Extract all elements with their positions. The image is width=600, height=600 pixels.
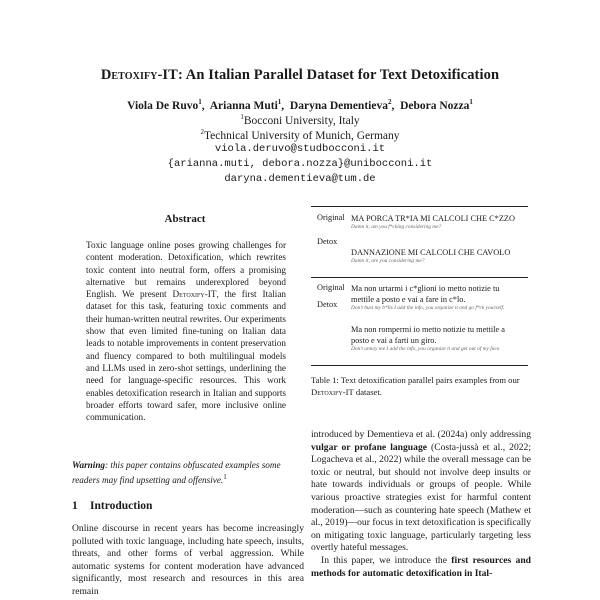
toxic-sentence: Ma non urtarmi i c*glioni io metto notizie tu mettile a posto e vai a fare in c*lo. [351,284,500,304]
row-label: Original [317,213,345,222]
affil-text: Technical University of Munich, Germany [203,129,400,142]
author-affil-mark: 1 [198,98,202,106]
original-text [351,283,521,312]
email: daryna.dementieva@tum.de [224,173,376,185]
intro-paragraph: Online discourse in recent years has become increasingly polluted with toxic language, including hate speech, insults, threats, and other forms of verbal aggression. While automatic systems for content moderation have advanced significantly, most research and resources in this area remain [72,523,304,597]
author-name: Daryna Dementieva [289,99,388,112]
email: {arianna.muti, debora.nozza}@unibocconi.it [167,158,433,170]
dataset-name: Detoxify-IT [100,67,178,83]
paragraph [311,555,531,580]
row-label: Original [317,283,345,292]
author-name: Debora Nozza [400,99,470,112]
affiliation [0,128,600,142]
toxic-sentence: MA PORCA TR*IA MI CALCOLI CHE C*ZZO [351,214,515,223]
table-top-rule [311,206,528,207]
text-run: (Costa-jussà et al., 2022; Logacheva et al., 2022) while the overall message can be toxic or neutral, but should not involve deep insults or hate towards individuals or groups of people. While various proactive strategies exist for harmful content moderation—such as countering hate speech (Mathew et al., 2019)—our focus in text detoxification is specifically on mitigating toxic language, particularly targeting less overtly hateful messages. [311,441,531,554]
bold-term: vulgar or profane language [311,441,427,453]
affil-mark: 2 [200,128,204,136]
section-number: 1 [72,500,78,512]
author-affil-mark: 2 [387,98,392,106]
warning-label: Warning [72,460,106,470]
detox-text [351,247,521,265]
affil-text: Bocconi University, Italy [243,114,360,127]
paper-title [0,67,600,84]
abstract-text: Toxic language online poses growing challenges for content moderation. Detoxification, which rewrites toxic content into neutral form, offers a promising alternative but remains underexplored beyond English. We present [86,240,286,300]
section-heading [72,500,152,512]
author-affil-mark: 1 [469,98,473,106]
abstract-text: , the first Italian dataset for this task, featuring toxic comments and their human-written neutral rewrites. Our experiments show that even limited fine-tuning on Italian data leads to notable improvements in content preservation and fluency compared to both multilingual models and LLMs used in zero-shot settings, underlining the need for language-specific resources. This work enables detoxification research in Italian and supports broader efforts toward safer, more inclusive online communication. [86,289,286,423]
neutral-sentence: Ma non rompermi io metto notizie tu mettile a posto e vai a farti un giro. [351,325,505,345]
row-label: Detox [317,237,338,246]
row-separator [311,277,528,278]
email: viola.deruvo@studbocconi.it [214,143,386,155]
paragraph [311,429,531,555]
abstract-body [86,239,286,423]
abstract-heading: Abstract [164,213,206,225]
title-rest: : An Italian Parallel Dataset for Text Detoxification [177,67,500,83]
caption-text: Table 1: Text detoxification parallel pairs examples from our [311,375,520,385]
affil-mark: 1 [240,113,244,121]
right-column-text [311,429,531,580]
translation: Don't bust my b*lls I add the info, you organize it and go f*ck yourself. [351,305,505,311]
content-warning [72,459,304,486]
translation: Don't annoy me I add the info, you organize it and get out of my face. [351,346,501,352]
table-bottom-rule [311,365,528,366]
table-caption [311,375,528,398]
affiliation [0,113,600,127]
neutral-sentence: DANNAZIONE MI CALCOLI CHE CAVOLO [351,248,511,257]
footnote-mark: 1 [223,473,227,481]
translation: Damn it, am you f*cking considering me? [351,224,442,230]
warning-text: : this paper contains obfuscated examples some readers may find upsetting and offensive. [72,460,281,486]
author-name: Viola De Ruvo [127,99,199,112]
caption-text: dataset. [353,386,382,397]
detox-text [351,324,521,353]
author-affil-mark: 1 [277,98,282,106]
translation: Damn it, are you considering me? [351,258,425,264]
row-label: Detox [317,300,338,309]
bold-term: first resources and methods for automatic detoxification in Ital- [311,554,531,579]
section-title: Introduction [90,500,153,512]
text-run: In this paper, we introduce the [321,554,452,566]
original-text [351,213,521,231]
author-name: Arianna Muti [209,99,278,112]
dataset-name: Detoxify-IT [311,386,354,397]
text-run: introduced by Dementieva et al. (2024a) only addressing [311,429,531,440]
author-list: Viola De Ruvo$^1$, Arianna Muti$^1$, Daryna Dementieva$^2$, Debora Nozza$^1$ [127,98,473,112]
dataset-name: Detoxify-IT [172,289,217,300]
